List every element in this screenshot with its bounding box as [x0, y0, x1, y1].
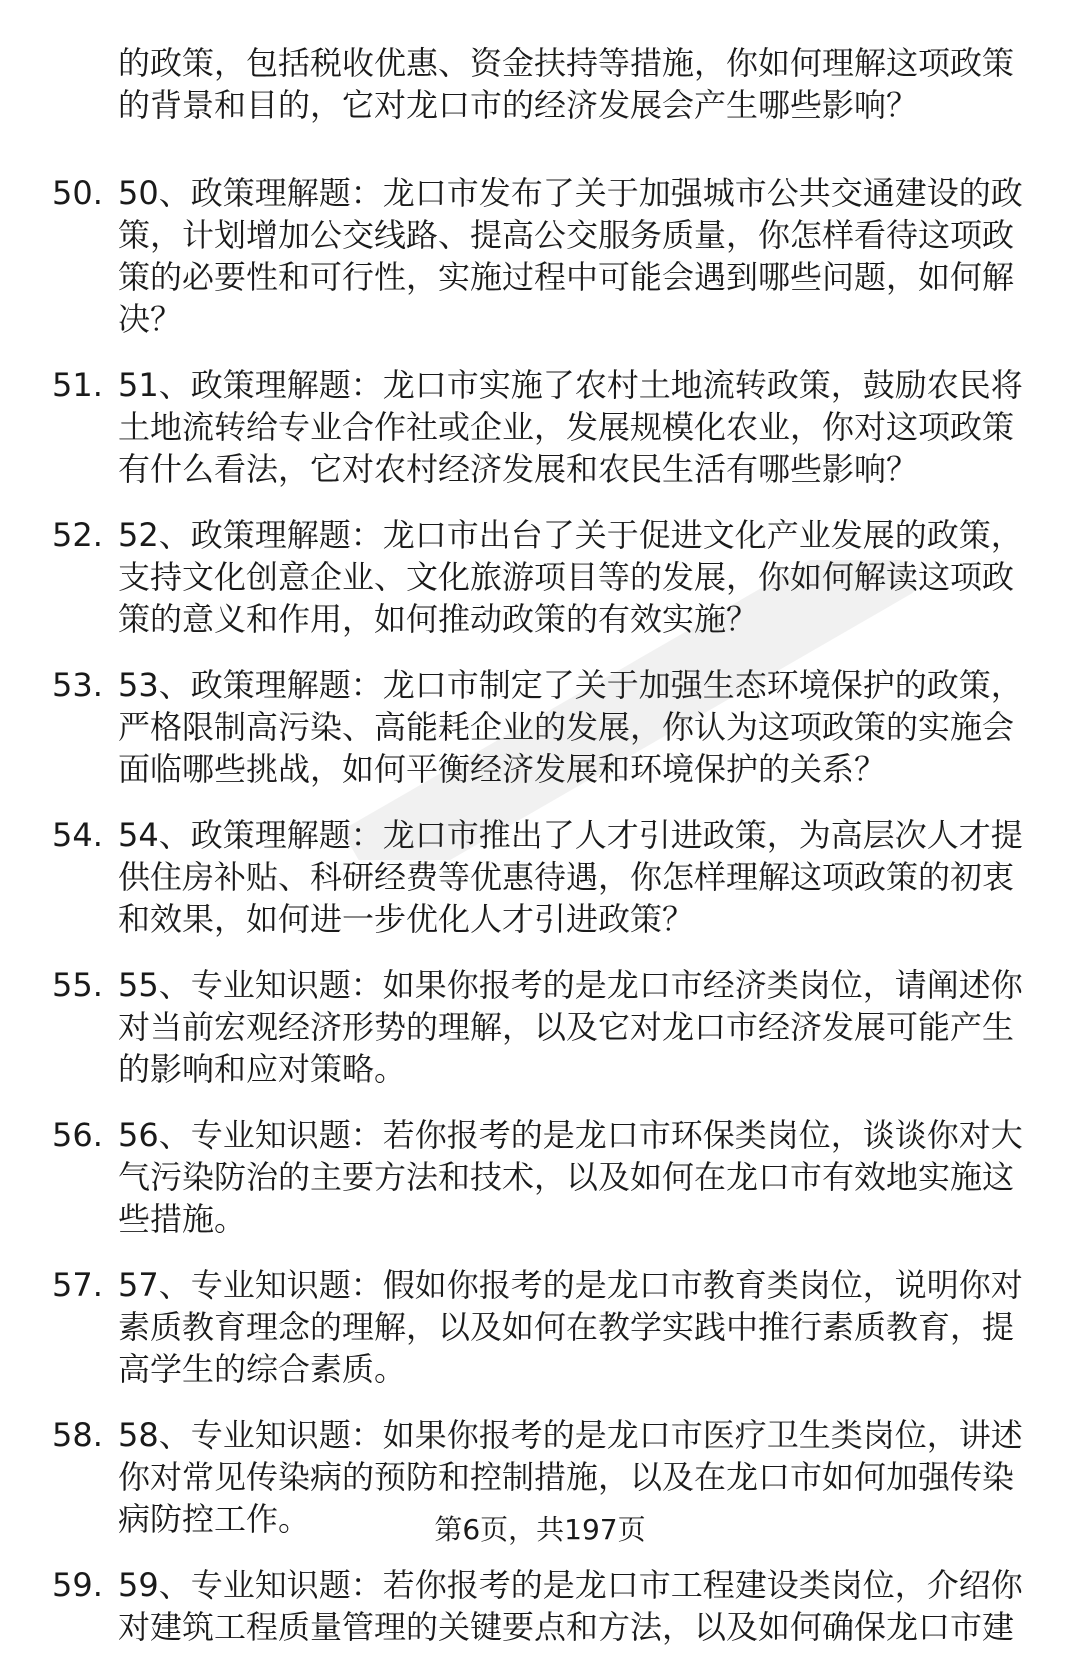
- question-text: 55、专业知识题：如果你报考的是龙口市经济类岗位，请阐述你对当前宏观经济形势的理解，以及它对龙口市经济发展可能产生的影响和应对策略。: [118, 966, 1023, 1088]
- continuation-paragraph: 的政策，包括税收优惠、资金扶持等措施，你如何理解这项政策的背景和目的，它对龙口市的经济发展会产生哪些影响？: [118, 44, 1015, 124]
- question-number: 55.: [52, 966, 103, 1004]
- question-number: 58.: [52, 1416, 103, 1454]
- question-item: [0, 1564, 1080, 1648]
- question-number: 54.: [52, 816, 103, 854]
- question-item: [0, 1114, 1080, 1240]
- question-text: 50、政策理解题：龙口市发布了关于加强城市公共交通建设的政策，计划增加公交线路、提高公交服务质量，你怎样看待这项政策的必要性和可行性，实施过程中可能会遇到哪些问题，如何解决？: [118, 174, 1023, 338]
- page-footer: 第6页，共197页: [434, 1513, 646, 1546]
- question-text: 59、专业知识题：若你报考的是龙口市工程建设类岗位，介绍你对建筑工程质量管理的关键要点和方法，以及如何确保龙口市建: [118, 1566, 1023, 1646]
- question-number: 51.: [52, 366, 103, 404]
- question-item: [0, 172, 1080, 340]
- question-number: 59.: [52, 1566, 103, 1604]
- question-text: 58、专业知识题：如果你报考的是龙口市医疗卫生类岗位，讲述你对常见传染病的预防和控制措施，以及在龙口市如何加强传染病防控工作。: [118, 1416, 1023, 1538]
- question-text: 51、政策理解题：龙口市实施了农村土地流转政策，鼓励农民将土地流转给专业合作社或企业，发展规模化农业，你对这项政策有什么看法，它对农村经济发展和农民生活有哪些影响？: [118, 366, 1023, 488]
- question-text: 52、政策理解题：龙口市出台了关于促进文化产业发展的政策，支持文化创意企业、文化旅游项目等的发展，你如何解读这项政策的意义和作用，如何推动政策的有效实施？: [118, 516, 1023, 638]
- question-item: [0, 964, 1080, 1090]
- question-text: 54、政策理解题：龙口市推出了人才引进政策，为高层次人才提供住房补贴、科研经费等优惠待遇，你怎样理解这项政策的初衷和效果，如何进一步优化人才引进政策？: [118, 816, 1023, 938]
- question-text: 57、专业知识题：假如你报考的是龙口市教育类岗位，说明你对素质教育理念的理解，以及如何在教学实践中推行素质教育，提高学生的综合素质。: [118, 1266, 1023, 1388]
- question-number: 57.: [52, 1266, 103, 1304]
- question-number: 52.: [52, 516, 103, 554]
- question-item: [0, 814, 1080, 940]
- question-number: 56.: [52, 1116, 103, 1154]
- question-number: 53.: [52, 666, 103, 704]
- question-text: 56、专业知识题：若你报考的是龙口市环保类岗位，谈谈你对大气污染防治的主要方法和技术，以及如何在龙口市有效地实施这些措施。: [118, 1116, 1023, 1238]
- question-list: [0, 172, 1080, 1672]
- question-item: [0, 664, 1080, 790]
- question-item: [0, 1264, 1080, 1390]
- question-text: 53、政策理解题：龙口市制定了关于加强生态环境保护的政策，严格限制高污染、高能耗企业的发展，你认为这项政策的实施会面临哪些挑战，如何平衡经济发展和环境保护的关系？: [118, 666, 1023, 788]
- question-item: [0, 364, 1080, 490]
- question-number: 50.: [52, 174, 103, 212]
- question-item: [0, 514, 1080, 640]
